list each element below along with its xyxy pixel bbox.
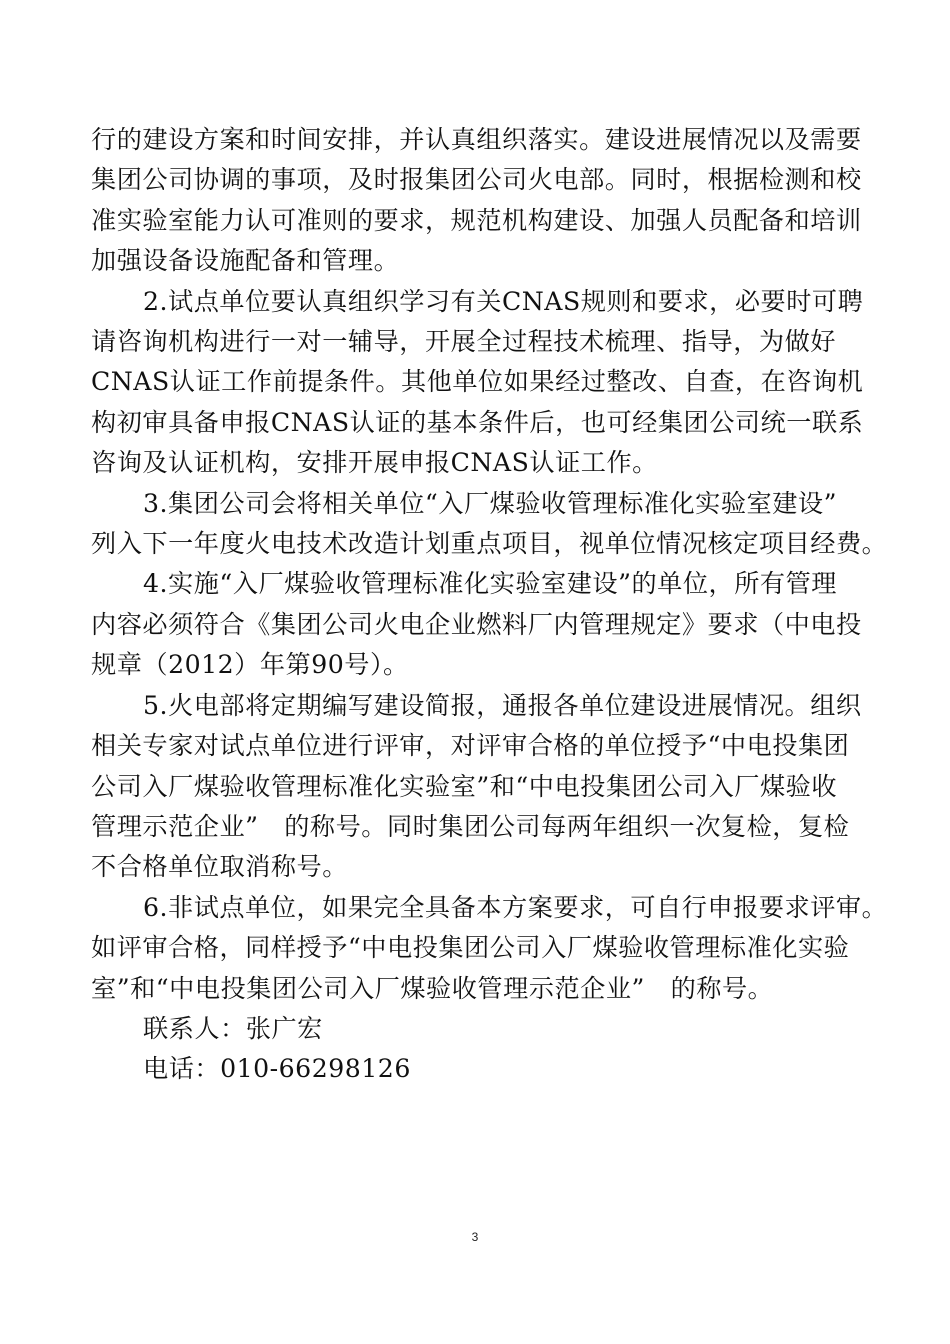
text-line: 请咨询机构进行一对一辅导，开展全过程技术梳理、指导，为做好 <box>91 327 836 357</box>
text-line: 内容必须符合《集团公司火电企业燃料厂内管理规定》要求（中电投 <box>91 609 862 639</box>
text-line: 不合格单位取消称号。 <box>91 852 348 882</box>
paragraph-6-start: 6.非试点单位，如果完全具备本方案要求，可自行申报要求评审。 <box>143 892 888 922</box>
paragraph-4-start: 4.实施“入厂煤验收管理标准化实验室建设”的单位，所有管理 <box>143 569 837 599</box>
paragraph-5-start: 5.火电部将定期编写建设简报，通报各单位建设进展情况。组织 <box>143 690 862 720</box>
text-line: 公司入厂煤验收管理标准化实验室”和“中电投集团公司入厂煤验收 <box>91 771 838 801</box>
paragraph-3-start: 3.集团公司会将相关单位“入厂煤验收管理标准化实验室建设” <box>143 488 837 518</box>
text-line: 咨询及认证机构，安排开展申报CNAS认证工作。 <box>91 448 658 478</box>
text-line: 管理示范企业” 的称号。同时集团公司每两年组织一次复检，复检 <box>91 811 850 841</box>
body-text <box>91 120 888 1090</box>
text-line: 相关专家对试点单位进行评审，对评审合格的单位授予“中电投集团 <box>91 731 850 761</box>
contact-person: 联系人：张广宏 <box>143 1013 323 1043</box>
contact-phone: 电话：010-66298126 <box>143 1054 411 1084</box>
text-line: 规章（2012）年第90号）。 <box>91 650 409 680</box>
text-line: CNAS认证工作前提条件。其他单位如果经过整改、自查，在咨询机 <box>91 367 864 397</box>
text-line: 构初审具备申报CNAS认证的基本条件后，也可经集团公司统一联系 <box>91 407 864 437</box>
text-line: 行的建设方案和时间安排，并认真组织落实。建设进展情况以及需要 <box>91 125 862 154</box>
text-line: 加强设备设施配备和管理。 <box>91 246 400 276</box>
text-line: 集团公司协调的事项，及时报集团公司火电部。同时，根据检测和校 <box>91 165 862 195</box>
text-line: 列入下一年度火电技术改造计划重点项目，视单位情况核定项目经费。 <box>91 529 888 559</box>
paragraph-2-start: 2.试点单位要认真组织学习有关CNAS规则和要求，必要时可聘 <box>143 286 864 316</box>
text-line: 准实验室能力认可准则的要求，规范机构建设、加强人员配备和培训 <box>91 205 862 235</box>
text-line: 室”和“中电投集团公司入厂煤验收管理示范企业” 的称号。 <box>91 973 774 1003</box>
page-number: 3 <box>471 1230 479 1244</box>
text-line: 如评审合格，同样授予“中电投集团公司入厂煤验收管理标准化实验 <box>91 933 850 963</box>
